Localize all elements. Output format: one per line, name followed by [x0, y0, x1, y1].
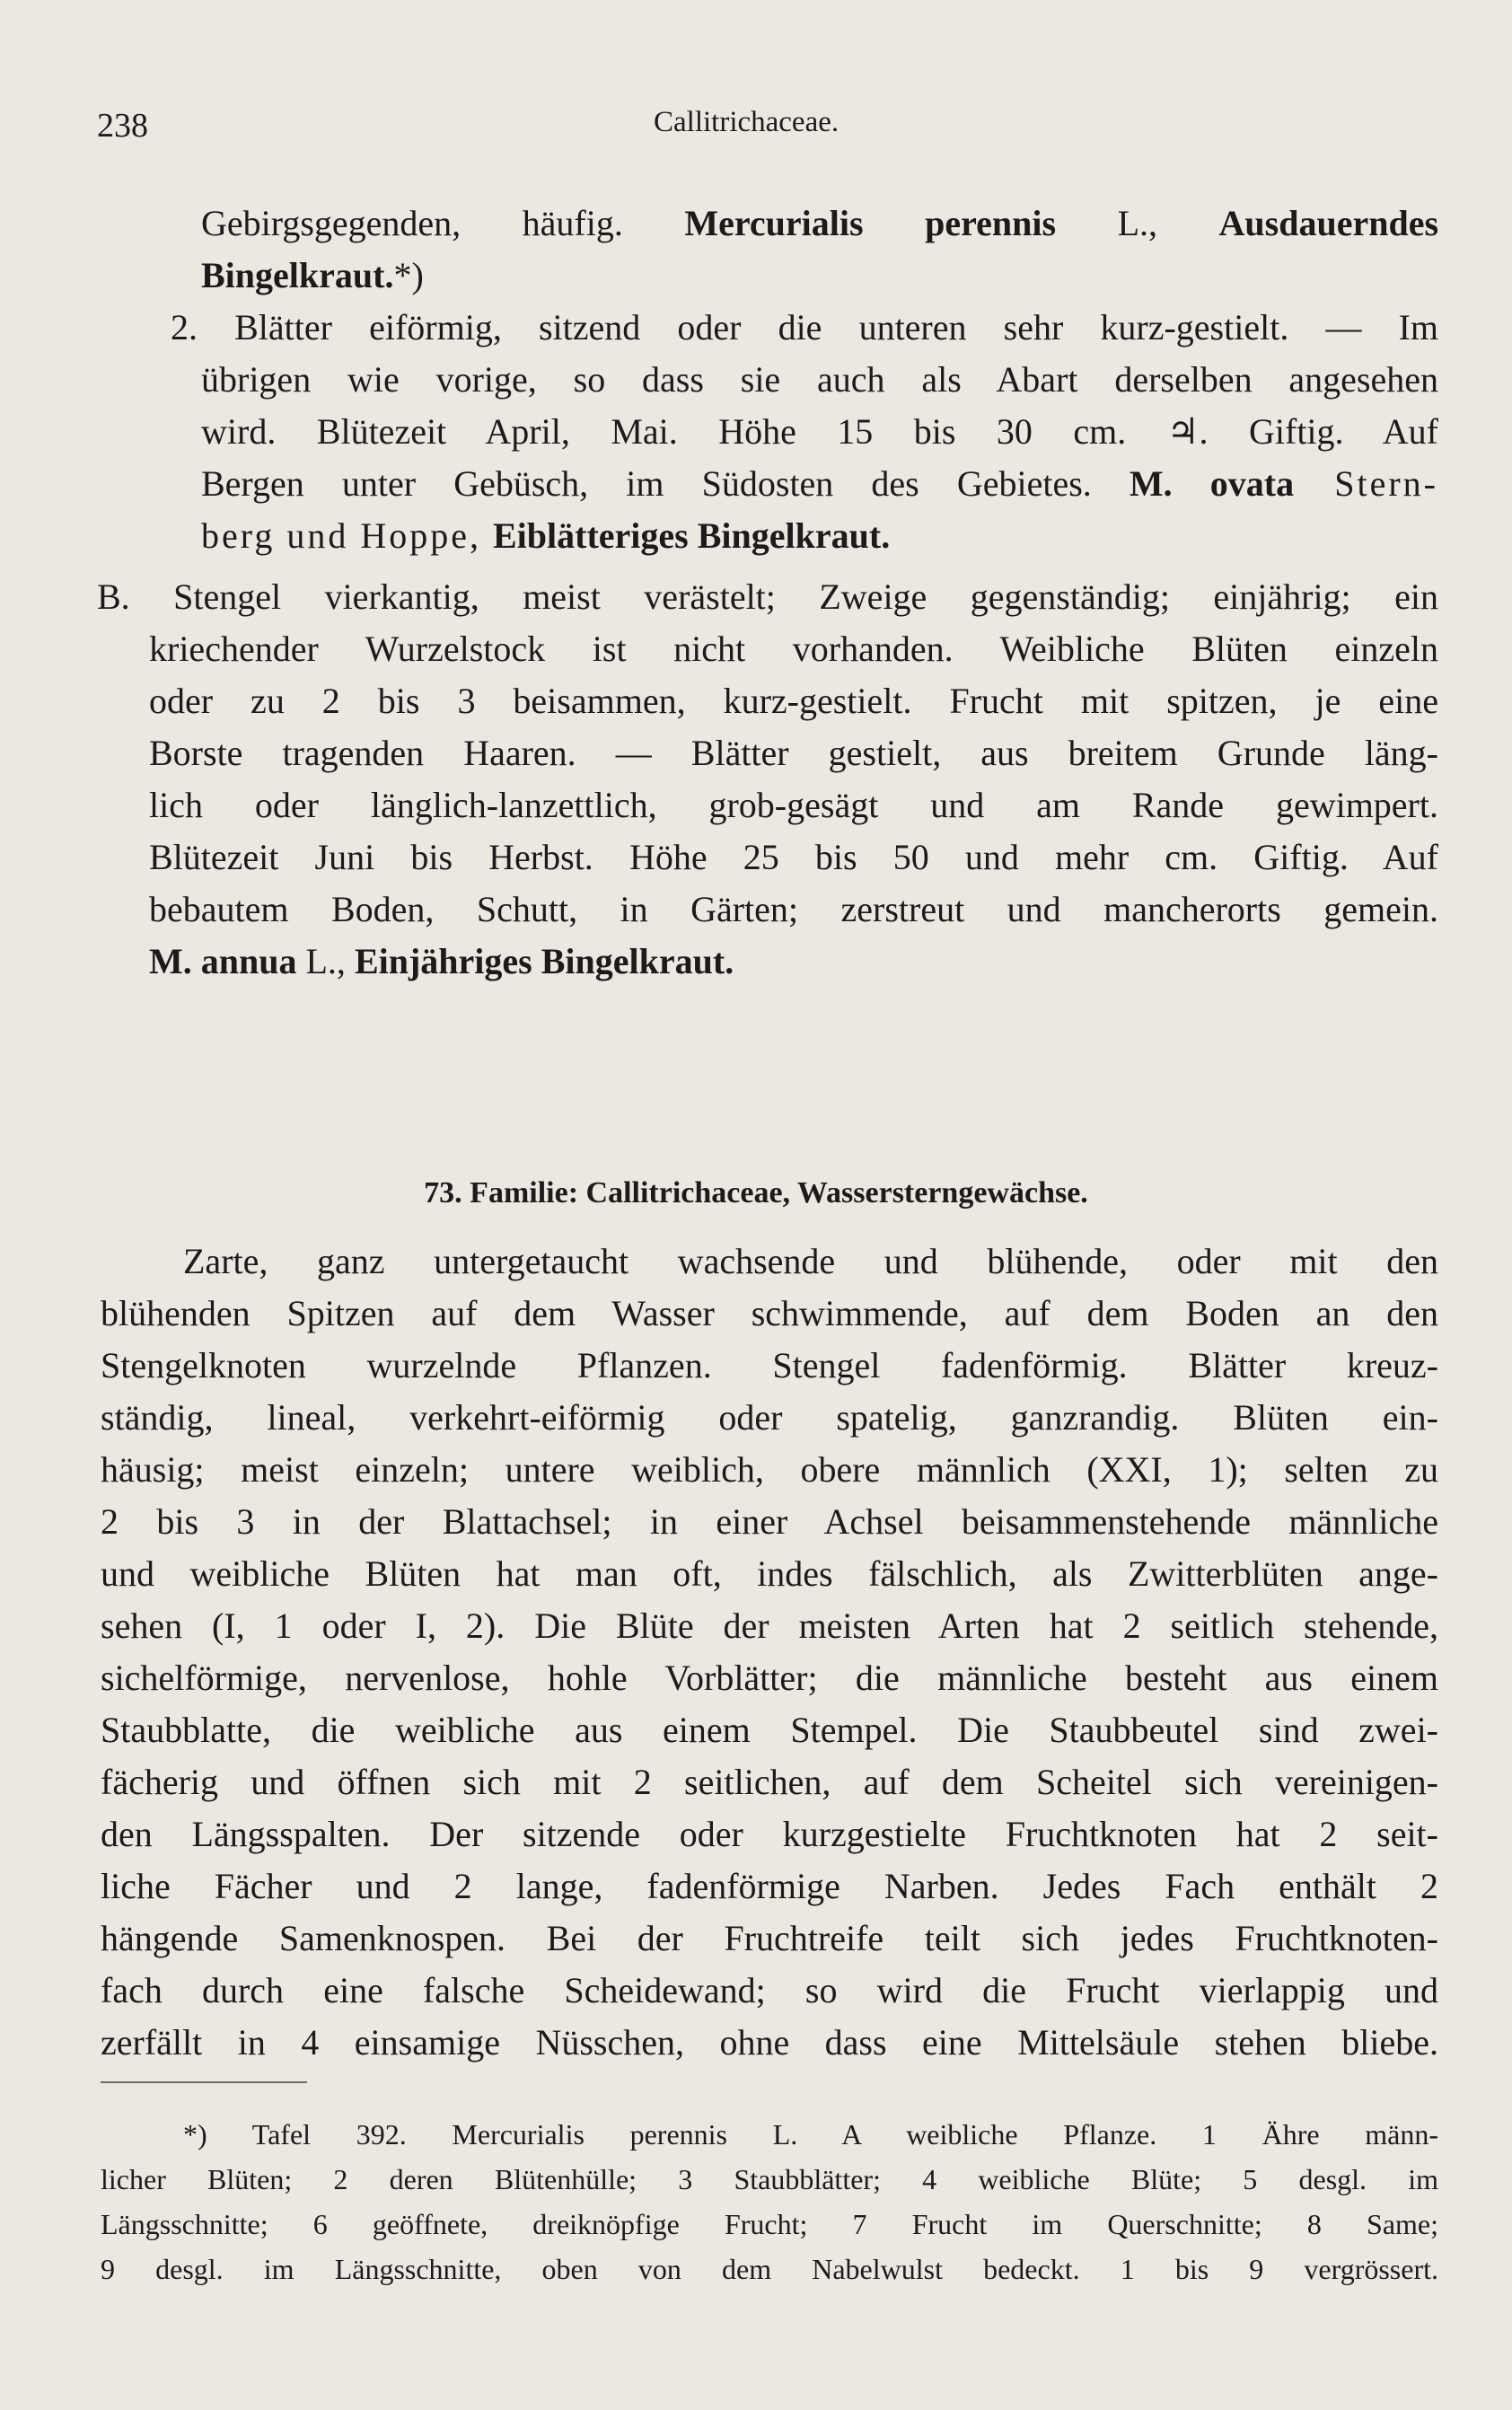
text-line: B. Stengel vierkantig, meist verästelt; Zweige gegenständig; einjährig; ein: [97, 576, 1438, 617]
text-line: fach durch eine falsche Scheidewand; so wird die Frucht vierlappig und: [101, 1970, 1438, 2010]
text-line: wird. Blütezeit April, Mai. Höhe 15 bis 30 cm. ♃. Giftig. Auf: [201, 411, 1438, 452]
text-line: zerfällt in 4 einsamige Nüsschen, ohne dass eine Mittelsäule stehen bliebe.: [101, 2022, 1438, 2063]
author-name: Stern-: [1294, 463, 1438, 504]
text-line: liche Fächer und 2 lange, fadenförmige Narben. Jedes Fach enthält 2: [101, 1866, 1438, 1906]
common-name: Ausdauerndes: [1218, 203, 1439, 243]
page-header: [97, 106, 1440, 160]
text-line: lich oder länglich-lanzettlich, grob-gesägt und am Rande gewimpert.: [149, 785, 1438, 825]
footnote-line: *) Tafel 392. Mercurialis perennis L. A weibliche Pflanze. 1 Ähre männ-: [183, 2118, 1438, 2151]
text-line: und weibliche Blüten hat man oft, indes fälschlich, als Zwitterblüten ange-: [101, 1553, 1438, 1594]
text-line: sichelförmige, nervenlose, hohle Vorblätter; die männliche besteht aus einem: [101, 1658, 1438, 1698]
text-line: Stengelknoten wurzelnde Pflanzen. Stengel fadenförmig. Blätter kreuz-: [101, 1345, 1438, 1385]
text-line: Staubblatte, die weibliche aus einem Stempel. Die Staubbeutel sind zwei-: [101, 1710, 1438, 1750]
species-name: M. annua: [149, 941, 297, 981]
author-name: L.,: [296, 941, 355, 981]
page-number: 238: [97, 107, 148, 145]
text-line: 2. Blätter eiförmig, sitzend oder die unteren sehr kurz-gestielt. — Im: [171, 307, 1438, 347]
family-heading: 73. Familie: Callitrichaceae, Wassersterngewächse.: [424, 1176, 1088, 1209]
text-line: Gebirgsgegenden, häufig. Mercurialis perennis L., Ausdauerndes: [201, 203, 1439, 243]
text-line: Blütezeit Juni bis Herbst. Höhe 25 bis 50 und mehr cm. Giftig. Auf: [149, 837, 1438, 877]
footnote-line: licher Blüten; 2 deren Blütenhülle; 3 Staubblätter; 4 weibliche Blüte; 5 desgl. im: [101, 2163, 1438, 2195]
footnote-rule: [101, 2081, 307, 2083]
text-line: [149, 936, 734, 988]
text-line: Zarte, ganz untergetaucht wachsende und blühende, oder mit den: [183, 1241, 1438, 1281]
text-line: 2 bis 3 in der Blattachsel; in einer Achsel beisammenstehende männliche: [101, 1501, 1438, 1542]
text-line: den Längsspalten. Der sitzende oder kurzgestielte Fruchtknoten hat 2 seit-: [101, 1814, 1438, 1854]
text-line: hängende Samenknospen. Bei der Fruchtreife teilt sich jedes Fruchtknoten-: [101, 1918, 1438, 1958]
text-line: [201, 250, 424, 302]
text-line: ständig, lineal, verkehrt-eiförmig oder spatelig, ganzrandig. Blüten ein-: [101, 1397, 1438, 1438]
common-name: Eiblätteriges Bingelkraut.: [493, 515, 891, 556]
text-line: bebautem Boden, Schutt, in Gärten; zerstreut und mancherorts gemein.: [149, 889, 1438, 929]
text-line: sehen (I, 1 oder I, 2). Die Blüte der meisten Arten hat 2 seitlich stehende,: [101, 1605, 1438, 1646]
text-line: übrigen wie vorige, so dass sie auch als Abart derselben angesehen: [201, 359, 1438, 400]
text-line: fächerig und öffnen sich mit 2 seitlichen, auf dem Scheitel sich vereinigen-: [101, 1762, 1438, 1802]
footnote-line: Längsschnitte; 6 geöffnete, dreiknöpfige Frucht; 7 Frucht im Querschnitte; 8 Same;: [101, 2208, 1438, 2240]
text-line: berg und Hoppe, Eiblätteriges Bingelkraut.: [201, 515, 891, 556]
text-line: Bergen unter Gebüsch, im Südosten des Gebietes. M. ovata Stern-: [201, 463, 1438, 504]
text-line: häusig; meist einzeln; untere weiblich, obere männlich (XXI, 1); selten zu: [101, 1449, 1438, 1490]
running-head: Callitrichaceae.: [654, 106, 840, 138]
species-name: Mercurialis perennis: [684, 203, 1057, 243]
species-name: M. ovata: [1129, 463, 1295, 504]
text-line: kriechender Wurzelstock ist nicht vorhanden. Weibliche Blüten einzeln: [149, 629, 1438, 669]
common-name: Bingelkraut.: [201, 255, 394, 295]
text-line: oder zu 2 bis 3 beisammen, kurz-gestielt. Frucht mit spitzen, je eine: [149, 681, 1438, 721]
footnote-line: 9 desgl. im Längsschnitte, oben von dem Nabelwulst bedeckt. 1 bis 9 vergrössert.: [101, 2253, 1438, 2285]
text-line: Borste tragenden Haaren. — Blätter gestielt, aus breitem Grunde läng-: [149, 733, 1438, 773]
footnote-marker: *): [393, 255, 424, 295]
common-name: Einjähriges Bingelkraut.: [354, 941, 734, 981]
text-line: blühenden Spitzen auf dem Wasser schwimmende, auf dem Boden an den: [101, 1293, 1438, 1333]
